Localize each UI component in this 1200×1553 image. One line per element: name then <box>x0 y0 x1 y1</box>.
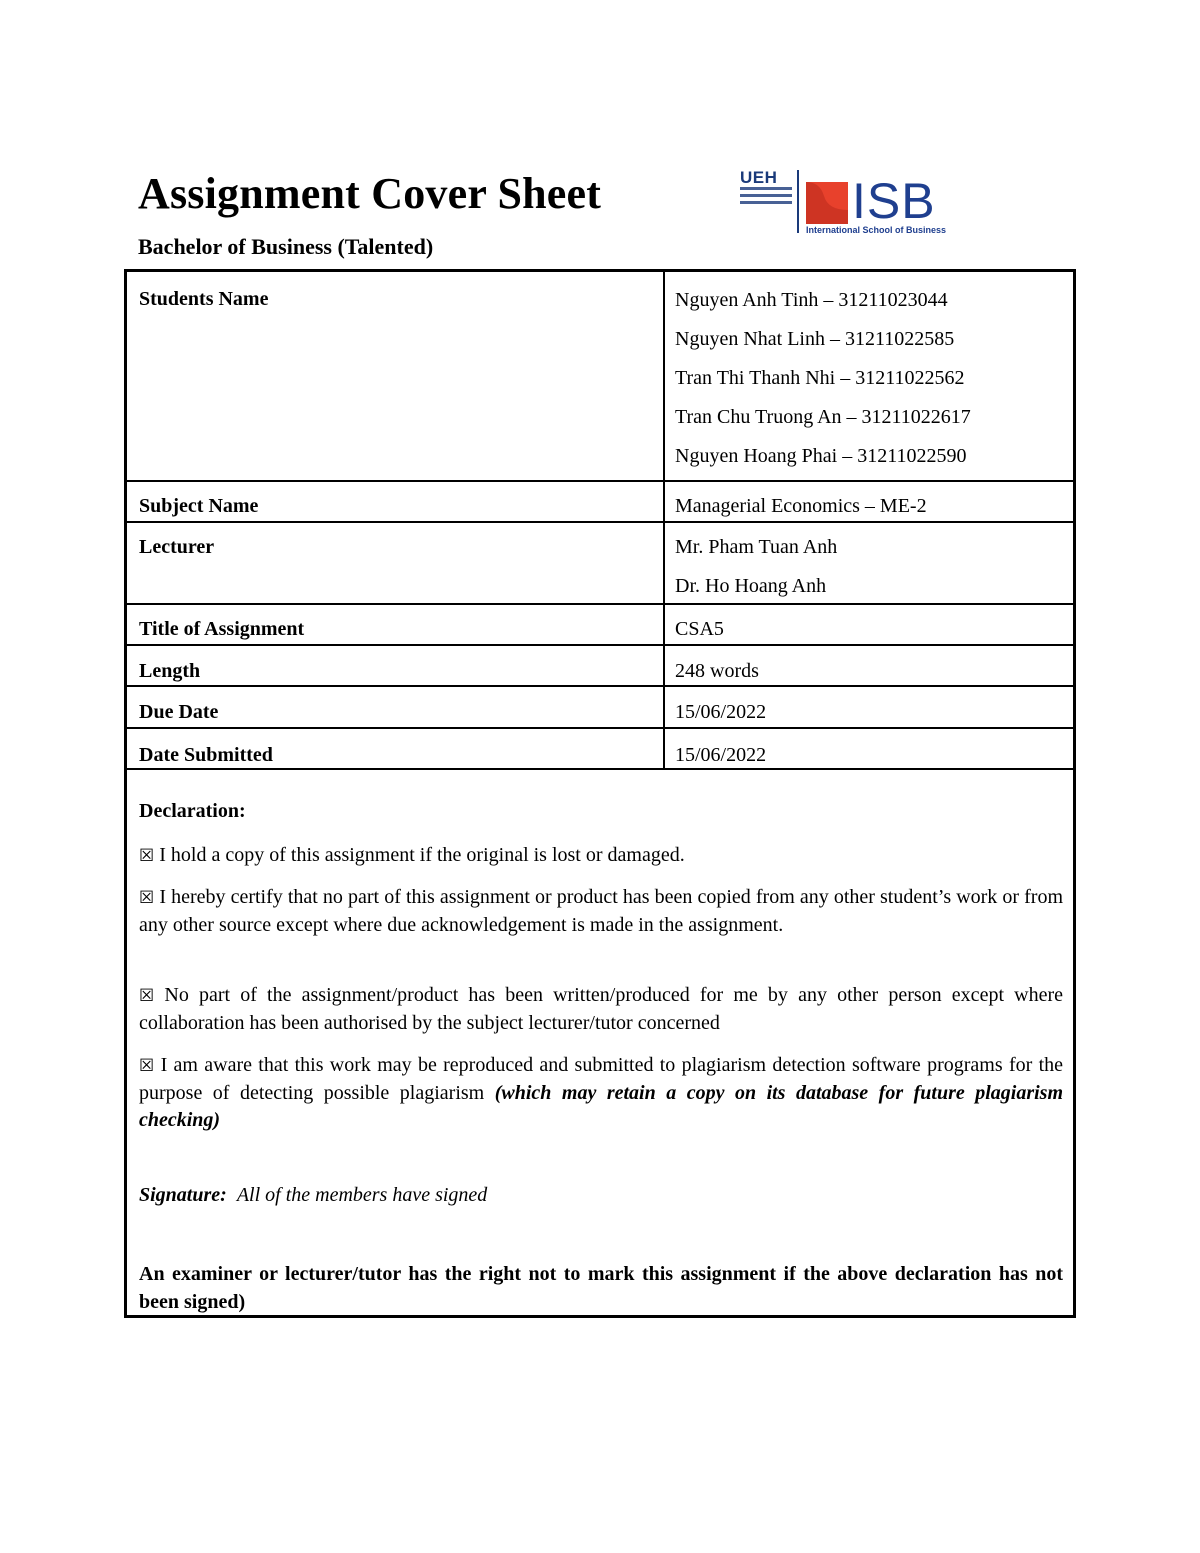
row-divider <box>127 521 1073 523</box>
checked-box-icon: ☒ <box>139 888 155 908</box>
due-date-value: 15/06/2022 <box>675 701 767 723</box>
row-divider <box>127 727 1073 729</box>
declaration-text: I hold a copy of this assignment if the original is lost or damaged. <box>159 844 685 866</box>
checked-box-icon: ☒ <box>139 1056 155 1076</box>
signature-line <box>139 1184 487 1207</box>
lecturer-list <box>675 528 837 606</box>
row-divider <box>127 603 1073 605</box>
row-divider <box>127 644 1073 646</box>
checked-box-icon: ☒ <box>139 986 155 1006</box>
student-entry: Tran Chu Truong An – 31211022617 <box>675 406 971 428</box>
declaration-text: I am aware that this work may be reproduced and submitted to plagiarism detection software programs for the purpose of detecting possible plagiarism <box>139 1054 1064 1104</box>
length-value: 248 words <box>675 660 759 682</box>
student-entry: Nguyen Hoang Phai – 31211022590 <box>675 445 967 467</box>
student-entry: Nguyen Nhat Linh – 31211022585 <box>675 328 955 350</box>
column-divider <box>663 272 665 768</box>
page-title: Assignment Cover Sheet <box>138 169 602 218</box>
subject-label: Subject Name <box>139 495 259 517</box>
signature-value: All of the members have signed <box>236 1184 488 1206</box>
declaration-heading: Declaration: <box>139 800 246 822</box>
length-label: Length <box>139 660 201 682</box>
ueh-logo-text: UEH <box>740 168 778 187</box>
cover-sheet-table <box>124 269 1076 1318</box>
date-submitted-label: Date Submitted <box>139 744 273 766</box>
row-divider <box>127 768 1073 770</box>
row-divider <box>127 685 1073 687</box>
declaration-item-4 <box>139 1052 1063 1134</box>
declaration-text: No part of the assignment/product has been written/produced for me by any other person except where collaboration has been authorised by the subject lecturer/tutor concerned <box>139 984 1063 1034</box>
declaration-text: I hereby certify that no part of this assignment or product has been copied from any other student’s work or from any other source except where due acknowledgement is made in the assignment. <box>139 886 1063 936</box>
student-entry: Tran Thi Thanh Nhi – 31211022562 <box>675 367 965 389</box>
date-submitted-value: 15/06/2022 <box>675 744 767 766</box>
student-entry: Nguyen Anh Tinh – 31211023044 <box>675 289 948 311</box>
declaration-item-3 <box>139 982 1063 1037</box>
assignment-title-value: CSA5 <box>675 618 724 640</box>
examiner-warning: An examiner or lecturer/tutor has the right not to mark this assignment if the above declaration has not been signed) <box>139 1263 1063 1313</box>
students-label: Students Name <box>139 288 269 310</box>
row-divider <box>127 480 1073 482</box>
lecturer-entry: Dr. Ho Hoang Anh <box>675 575 827 597</box>
declaration-emphasis: (which may retain a copy on its database for future plagiarism checking) <box>139 1082 1064 1131</box>
lecturer-label: Lecturer <box>139 536 215 558</box>
lecturer-entry: Mr. Pham Tuan Anh <box>675 536 838 558</box>
ueh-logo-lines <box>740 187 792 208</box>
students-list <box>675 281 971 476</box>
isb-logo-subtitle: International School of Business <box>806 225 947 235</box>
isb-mark-icon <box>806 182 848 224</box>
subject-value: Managerial Economics – ME-2 <box>675 495 927 517</box>
isb-logo-text: ISB <box>852 173 936 229</box>
ueh-isb-logo <box>740 168 950 238</box>
logo-divider <box>797 170 799 233</box>
assignment-title-label: Title of Assignment <box>139 618 305 640</box>
declaration-item-2 <box>139 884 1063 939</box>
declaration-item-1 <box>139 842 1063 870</box>
signature-label: Signature: <box>139 1184 227 1206</box>
page-subtitle: Bachelor of Business (Talented) <box>138 234 434 259</box>
checked-box-icon: ☒ <box>139 846 155 866</box>
due-date-label: Due Date <box>139 701 219 723</box>
